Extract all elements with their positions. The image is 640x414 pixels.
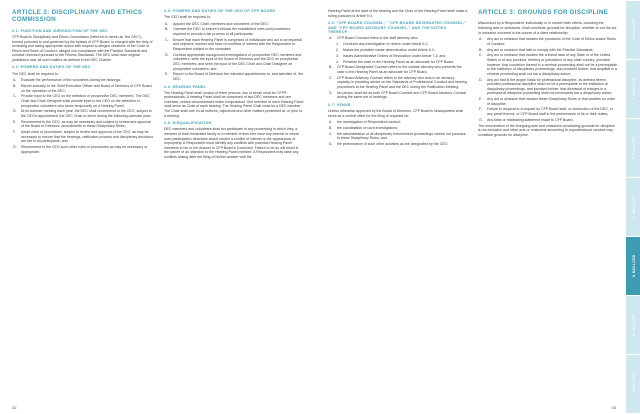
- list-item: [164, 27, 304, 36]
- section-2-2-intro: The DEC shall be required to:: [12, 71, 59, 76]
- article-3-list: [478, 37, 618, 122]
- list-marker: A.: [479, 37, 483, 42]
- list-item: [164, 72, 304, 81]
- left-page-column-1: [12, 9, 154, 155]
- list-marker: 3.: [336, 53, 339, 58]
- list-item-text: Any act or omission that violates these Disciplinary Rules or that violates an order of discipline;: [487, 97, 615, 106]
- list-item-text: Report annually to the Chief Executive Officer and Board of Directors of CFP Board on the operation of the DEC;: [21, 83, 152, 93]
- section-2-6-sublist: [328, 42, 468, 64]
- section-2-7-list: [328, 120, 468, 147]
- page-number-left: 32: [12, 405, 17, 410]
- list-marker: B.: [479, 47, 483, 52]
- list-marker: 1.: [336, 42, 339, 47]
- right-page: [320, 0, 640, 414]
- article-3-outro: The enumeration of the foregoing acts and omissions constituting grounds for discipline is not exclusive and other acts or omissions amounting to unprofessional conduct may constitute grounds for discipline.: [478, 123, 616, 137]
- list-marker: D.: [165, 52, 169, 57]
- list-marker: F.: [13, 130, 16, 135]
- section-2-4-heading: 2.4: HEARING PANEL: [164, 84, 207, 89]
- right-page-column-1: [328, 9, 468, 148]
- list-item-text: Recommend to the CEO, as may be necessary and subject to review and approval of the Board of Directors, amendments to these Disciplinary Rules;: [21, 119, 151, 129]
- list-marker: G.: [479, 117, 483, 122]
- section-2-5-continued-text: Hearing Panel at the start of the hearing and the Chair of the Hearing Panel shall make a ruling pursuant to Article 9.4.: [328, 9, 468, 18]
- list-item-text: Evaluate the performance of the volunteers during the hearings;: [21, 78, 122, 83]
- list-item-text: Makes the probable cause determination under Article 6.3;: [343, 48, 435, 53]
- list-marker: C.: [165, 37, 169, 42]
- section-tab-4[interactable]: [626, 178, 640, 236]
- article-3-intro: Misconduct by a Respondent, individually or in concert with others, including the following acts or omissions, shall constitute grounds for discipline, whether or not the act or omission occurred in the course of a client relationship:: [478, 21, 617, 35]
- list-item: [328, 36, 468, 41]
- section-2-3-heading: 2.3: POWERS AND DUTIES OF THE CEO OF CFP BOARD: [164, 9, 276, 13]
- list-item-text: Oversee the DEC to ensure it follows the established rules and procedures required to provide a fair process to all participants;: [173, 27, 291, 37]
- section-2-3-list: [164, 22, 304, 82]
- list-item-text: the performance of such other activities as are designated by the CEO.: [337, 142, 449, 147]
- list-item: [328, 142, 468, 147]
- section-2-6-list-continued: [328, 65, 468, 100]
- list-item-text: Failure to respond to a request by CFP Board staff, or obstruction of the DEC, or any panel thereof, or CFP Board staff in the performance of its or their duties;: [487, 107, 614, 117]
- list-marker: 4.: [336, 59, 339, 64]
- section-tab-7[interactable]: [626, 355, 640, 413]
- list-item: [478, 53, 618, 76]
- list-item: [12, 130, 154, 144]
- list-item: [478, 97, 618, 106]
- list-item-text: Appoint the DEC Chair, members and volunteers of the DEC;: [173, 21, 270, 26]
- list-marker: A.: [329, 36, 333, 41]
- list-item-text: the investigation of Respondent conduct;: [337, 120, 402, 125]
- list-marker: E.: [13, 119, 17, 124]
- list-item: [328, 48, 468, 53]
- list-item-text: Any false or misleading statement made to CFP Board.: [487, 117, 574, 122]
- list-item-text: the administration of all disciplinary enforcement proceedings carried out pursuant to these Disciplinary Rules; and: [337, 131, 466, 141]
- section-tab-5[interactable]: [626, 237, 640, 295]
- list-marker: B.: [329, 125, 333, 130]
- list-item: [328, 76, 468, 90]
- list-marker: B.: [13, 83, 17, 88]
- section-tab-6[interactable]: [626, 296, 640, 354]
- list-item-text: Any act that is the proper basis for professional discipline, as defined herein, provided professional discipline shall not be a prerequisite to the institution of disciplinary proceedings, and provided further, that dismissal of charges in a professional discipline proceeding shall not necessarily bar a disciplinary action;: [487, 77, 613, 96]
- list-marker: D.: [329, 142, 333, 147]
- list-marker: C.: [329, 75, 333, 80]
- right-page-column-2: [478, 9, 618, 139]
- list-item-text: Any act or omission that violates the provisions of the Code of Ethics and/or Rules of Conduct;: [487, 37, 616, 46]
- list-item: [328, 42, 468, 47]
- list-item-text: CFP Board Designated Counsel refers to the outside attorney who presents the case to the Hearing Panel as an advocate for CFP Board.: [337, 65, 462, 74]
- list-item: [328, 132, 468, 141]
- list-item: [328, 65, 468, 74]
- list-item: [12, 109, 154, 118]
- section-2-2-heading: 2.2: POWERS AND DUTIES OF THE DEC: [12, 65, 91, 70]
- list-item-text: Recommend to the CEO such other rules or procedures as may be necessary or appropriate.: [21, 145, 148, 154]
- list-item-text: Presents the case to the Hearing Panel as an advocate for CFP Board: [343, 59, 454, 64]
- left-page-column-2: [164, 9, 304, 161]
- section-tab-label: SECTION 3: [631, 136, 636, 160]
- list-item: [478, 48, 618, 53]
- list-item: [478, 37, 618, 46]
- page-number-right: 33: [611, 405, 616, 410]
- section-2-7-text: Unless otherwise approved by the Board of Directors, CFP Board's headquarters shall serve as a central office for the filing of requests for:: [328, 109, 464, 118]
- list-item: [12, 94, 154, 108]
- section-tabs: [626, 0, 640, 414]
- list-marker: B.: [329, 65, 333, 70]
- list-item-text: At its summer meeting each year, the DEC shall recommend to the CEO, subject to the CEO's appointment, the DEC Chair to serve during the following calendar year;: [21, 109, 152, 118]
- section-tab-label: SECTION 4: [631, 195, 636, 219]
- list-marker: E.: [165, 72, 169, 77]
- section-tab-2[interactable]: [626, 60, 640, 118]
- list-marker: C.: [479, 53, 483, 58]
- section-2-2-list: [12, 78, 154, 154]
- article-2-title: ARTICLE 2: DISCIPLINARY AND ETHICS COMMISSION: [12, 9, 143, 24]
- list-marker: A.: [13, 78, 17, 83]
- list-item: [478, 78, 618, 96]
- list-item: [12, 78, 154, 83]
- section-tab-3[interactable]: [626, 119, 640, 177]
- list-marker: 2.: [336, 48, 339, 53]
- list-item-text: Conducts any investigation or review under Article 6.1;: [343, 42, 429, 47]
- list-item: [164, 53, 304, 71]
- list-marker: C.: [329, 131, 333, 136]
- list-item-text: Ensure that each Hearing Panel is comprised of individuals who act in an impartial and objective manner and have no conflicts of interest with the Respondent or Respondent subject to the complaint;: [173, 37, 302, 52]
- section-2-3-intro: The CEO shall be required to:: [164, 15, 211, 20]
- list-item: [478, 118, 618, 123]
- list-item-text: Issues Administrative Orders of Revocation under Article 7.4; and: [343, 53, 446, 58]
- section-tab-label: SECTION 6: [631, 313, 636, 337]
- list-marker: D.: [13, 109, 17, 114]
- list-item-text: the coordination of such investigations;: [337, 125, 399, 130]
- section-2-1-text: CFP Board's Disciplinary and Ethics Commission (referred to herein as "the DEC"), formed pursuant to and governed by the bylaws of CFP Board, is charged with the duty of reviewing and taking appropriate action with respect to alleged violations of the Code of Ethics and Rules of Conduct, alleged non-compliance with the Practice Standards and conduct reviewed pursuant to the Fitness Standards. The DEC shall have original jurisdiction over all such matters as defined in the DEC Charter.: [12, 34, 153, 62]
- list-item: [12, 145, 154, 154]
- list-marker: D.: [479, 77, 483, 82]
- section-tab-label: SECTION 2: [631, 77, 636, 100]
- article-3-title: ARTICLE 3: GROUNDS FOR DISCIPLINE: [478, 9, 609, 16]
- list-item-text: Adopt rules or procedures, subject to review and approval of the CEO, as may be necessary to ensure that the hearings, ratification process and disciplinary decisions are fair to all participants; and: [21, 130, 154, 144]
- list-item: [478, 107, 618, 116]
- section-tab-label: SECTION 1: [631, 18, 636, 41]
- list-item-text: Report to the Board of Directors the intended appointments to, and activities of, the DEC.: [173, 72, 304, 81]
- section-2-4-text: The Hearing Panel shall consist of three persons, two of whom must be CFP® professionals. A Hearing Panel shall be comprised of two DEC members and one volunteer, unless circumstances make it impractical. One member of each Hearing Panel shall serve as Chair of each hearing. The Hearing Panel Chair must be a DEC member. The Chair shall rule on all motions, objections and other matters presented at, or prior to, a hearing.: [164, 90, 304, 118]
- list-item-text: Provide input to the CEO on the selection of prospective DEC members. The DEC Chair and Chair Designee shall provide input to the CEO on the selection of prospective volunteers who serve temporarily on a Hearing Panel;: [21, 94, 150, 108]
- list-marker: B.: [165, 27, 169, 32]
- list-item: [328, 60, 468, 65]
- list-marker: D.: [329, 90, 333, 95]
- list-marker: G.: [13, 145, 17, 149]
- list-item-text: Conduct appropriate background investigations of prospective DEC members and volunteers, seek the input of the Board of Directors and the DEC on prospective DEC members; and seek the input of the DEC Chair and Chair Designee on prospective volunteers; and: [173, 52, 302, 71]
- list-item: [328, 54, 468, 59]
- list-item-text: Any act or omission that fails to comply with the Practice Standards;: [487, 47, 594, 52]
- section-tab-label: SECTION 5: [631, 254, 636, 278]
- section-2-6-list: [328, 36, 468, 41]
- section-2-1-heading: 2.1: FUNCTION AND JURISDICTION OF THE DEC: [12, 28, 108, 33]
- section-2-6-heading: 2.6: "CFP BOARD COUNSEL," "CFP BOARD DESIGNATED COUNSEL," AND "CFP BOARD ADVISORY COUNSEL," AND THE DUTIES THEREOF:: [328, 21, 467, 35]
- list-item: [164, 38, 304, 52]
- list-marker: A.: [329, 120, 333, 125]
- section-2-5-heading: 2.5: DISQUALIFICATION: [164, 121, 212, 126]
- list-item: [164, 22, 304, 27]
- list-item: [12, 84, 154, 93]
- section-tab-1[interactable]: [626, 1, 640, 59]
- list-item-text: No person shall act as both CFP Board Counsel and CFP Board Advisory Counsel during the same set of hearings.: [337, 90, 467, 100]
- list-marker: A.: [165, 21, 169, 26]
- list-marker: F.: [479, 107, 482, 112]
- list-marker: E.: [479, 97, 483, 102]
- list-item-text: CFP Board Counsel refers to the staff attorney who:: [337, 36, 419, 41]
- list-item-text: Any act or omission that violates the criminal laws of any State or of the United States or of any province, territory or jurisdiction of any other country, provided however, that conviction thereof in a criminal proceeding shall not be a prerequisite to the institution of disciplinary proceedings, and provided further, that acquittal in a criminal proceeding shall not bar a disciplinary action;: [487, 53, 617, 76]
- section-2-7-heading: 2.7: VENUE: [328, 102, 351, 107]
- list-item: [328, 126, 468, 131]
- list-item-text: CFP Board Advisory Counsel refers to the attorney who acts in an advisory capacity in providing advice on the Standards of Professional Conduct and hearing procedures to the Hearing Panel and the DEC during the Ratification Meeting.: [337, 75, 467, 89]
- list-item: [12, 120, 154, 129]
- section-2-5-text: DEC members and volunteers shall not participate in any proceeding in which they, a member of their immediate family or a member of their firm have any interest or where such participation otherwise would involve a conflict of interest or the appearance of impropriety. A Respondent must identify any conflicts with potential Hearing Panel members in his or her Answer to CFP Board's Complaint. Failure to do so will result in the waiver of an objection to the Hearing Panel member. A Respondent may raise any conflicts arising after the filing of his/her answer with the: [164, 127, 300, 159]
- section-tab-label: SECTION 7: [631, 373, 636, 396]
- list-marker: C.: [13, 94, 17, 99]
- list-item: [328, 120, 468, 125]
- list-item: [328, 91, 468, 100]
